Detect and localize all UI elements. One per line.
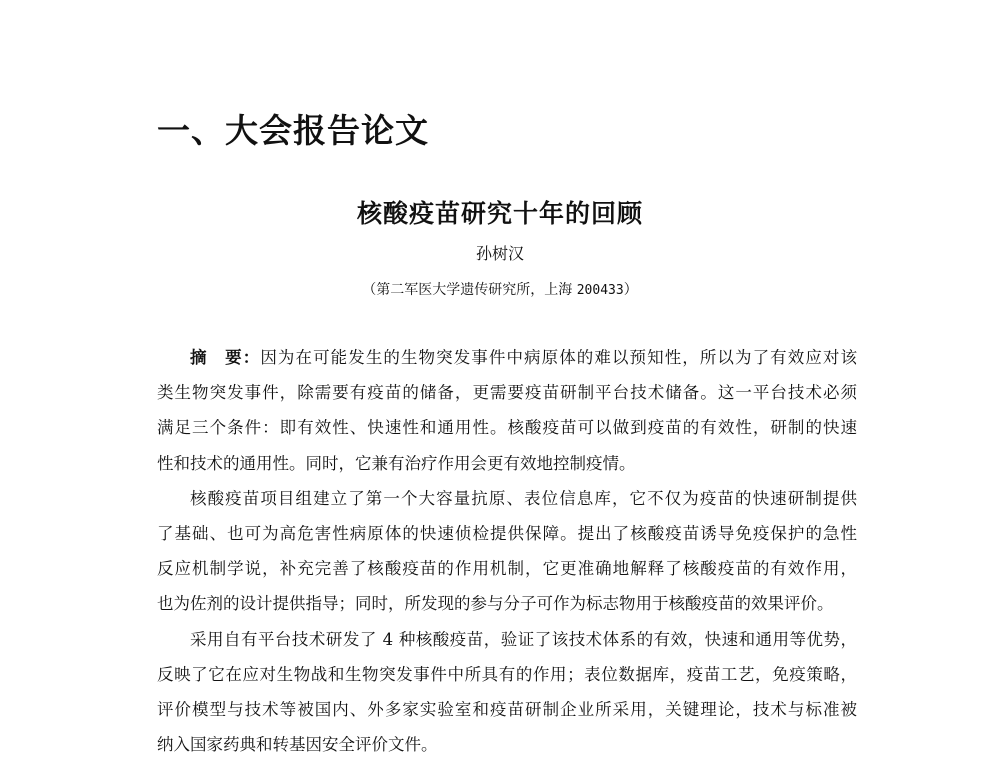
- paper-body: [157, 340, 857, 760]
- paper-title: 核酸疫苗研究十年的回顾: [356, 199, 643, 228]
- affiliation-suffix: ）: [623, 282, 638, 298]
- paragraph-line: 了基础、也可为高危害性病原体的快速侦检提供保障。提出了核酸疫苗诱导免疫保护的急性: [157, 523, 857, 543]
- paragraph-line: 纳入国家药典和转基因安全评价文件。: [157, 735, 438, 755]
- abstract-label: 摘 要：: [190, 348, 261, 367]
- abstract-line: 满足三个条件：即有效性、快速性和通用性。核酸疫苗可以做到疫苗的有效性，研制的快速: [157, 418, 857, 438]
- paragraph-line: 采用自有平台技术研发了 4 种核酸疫苗，验证了该技术体系的有效，快速和通用等优势，: [190, 629, 857, 649]
- section-heading: 一、大会报告论文: [157, 111, 429, 150]
- paragraph-line: 核酸疫苗项目组建立了第一个大容量抗原、表位信息库，它不仅为疫苗的快速研制提供: [190, 488, 857, 508]
- paper-affiliation: [0, 279, 1000, 302]
- affiliation-postal-code: 200433: [576, 283, 624, 298]
- abstract-paragraph: [157, 340, 857, 481]
- abstract-line-text: 因为在可能发生的生物突发事件中病原体的难以预知性，所以为了有效应对该: [260, 348, 857, 367]
- body-paragraph: [157, 622, 857, 760]
- abstract-line: 类生物突发事件，除需要有疫苗的储备，更需要疫苗研制平台技术储备。这一平台技术必须: [157, 383, 857, 403]
- paragraph-line: 评价模型与技术等被国内、外多家实验室和疫苗研制企业所采用，关键理论，技术与标准被: [157, 699, 857, 719]
- paragraph-line: 反应机制学说，补充完善了核酸疫苗的作用机制，它更准确地解释了核酸疫苗的有效作用，: [157, 559, 857, 579]
- affiliation-prefix: （第二军医大学遗传研究所，上海: [362, 282, 577, 298]
- paragraph-line: 也为佐剂的设计提供指导；同时，所发现的参与分子可作为标志物用于核酸疫苗的效果评价。: [157, 594, 834, 614]
- paragraph-line: 反映了它在应对生物战和生物突发事件中所具有的作用；表位数据库，疫苗工艺，免疫策略，: [157, 664, 857, 684]
- abstract-line: [157, 340, 857, 375]
- paper-author: 孙树汉: [475, 244, 524, 263]
- abstract-line: 性和技术的通用性。同时，它兼有治疗作用会更有效地控制疫情。: [157, 453, 636, 473]
- body-paragraph: [157, 481, 857, 622]
